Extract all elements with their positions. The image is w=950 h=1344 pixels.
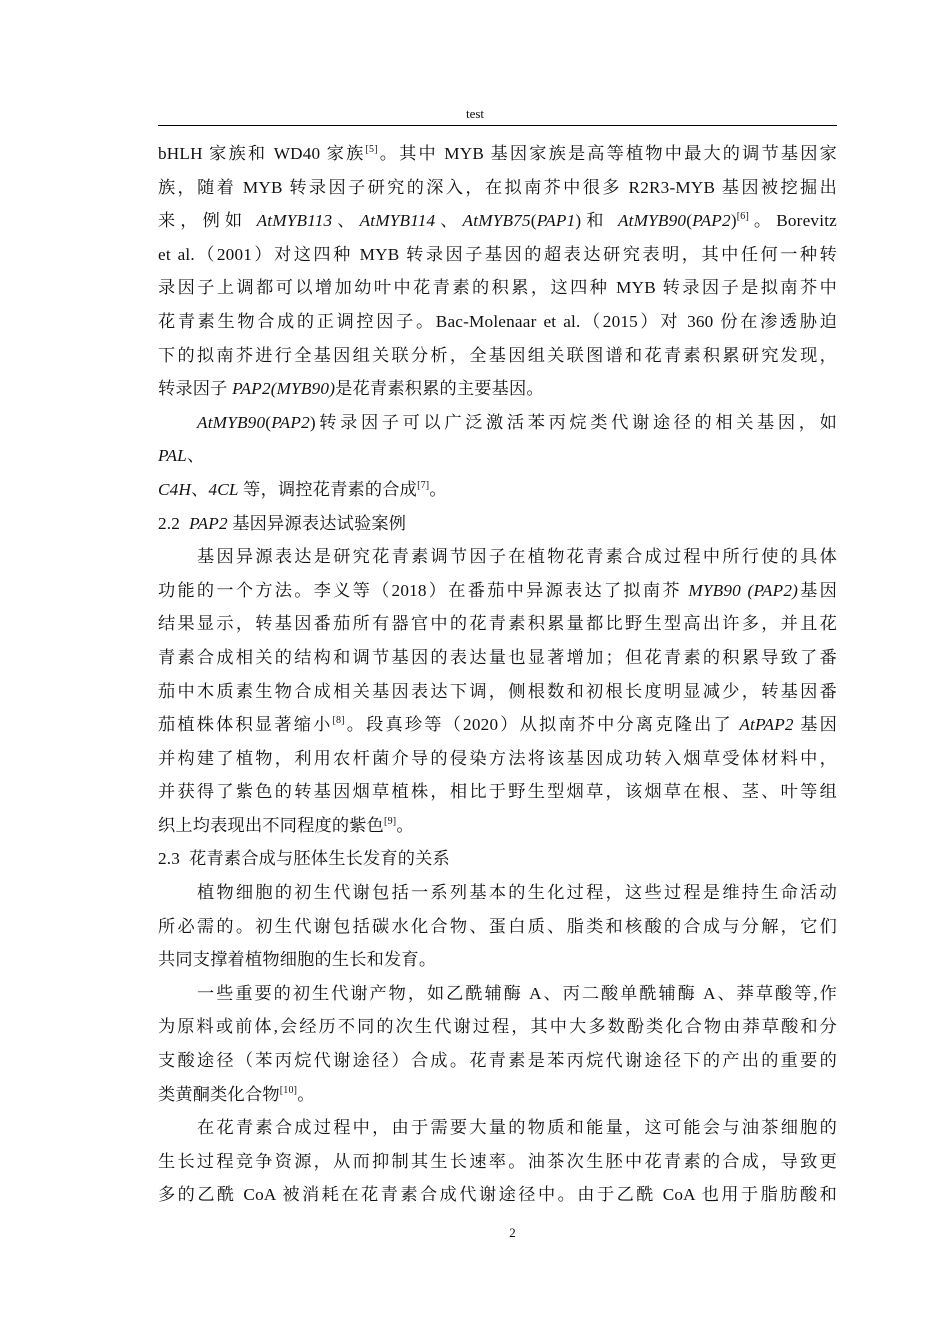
text-line: bHLH 家族和 WD40 家族[5]。其中 MYB 基因家族是高等植物中最大的调节基因家 xyxy=(158,144,837,163)
text-line: et al.（2001）对这四种 MYB 转录因子基因的超表达研究表明，其中任何一种转 xyxy=(158,244,837,264)
citation: [5] xyxy=(365,144,378,155)
header-rule xyxy=(158,125,837,126)
gene-name: PAL xyxy=(158,446,187,466)
gene-name: C4H xyxy=(158,479,192,499)
page-number: 2 xyxy=(509,1225,516,1240)
text-line: PAL、 xyxy=(158,446,205,466)
text-line: 并构建了植物，利用农杆菌介导的侵染方法将该基因成功转入烟草受体材料中， xyxy=(158,748,837,768)
text-line: 多的乙酰 CoA 被消耗在花青素合成代谢途径中。由于乙酰 CoA 也用于脂肪酸和 xyxy=(158,1185,837,1205)
gene-name: 4CL xyxy=(208,479,239,499)
text-line: 类黄酮类化合物[10]。 xyxy=(158,1084,315,1104)
text-line: 转录因子 PAP2(MYB90)是花青素积累的主要基因。 xyxy=(158,379,544,399)
text-line: 基因异源表达是研究花青素调节因子在植物花青素合成过程中所行使的具体 xyxy=(197,547,837,567)
text-line: 生长过程竞争资源，从而抑制其生长速率。油茶次生胚中花青素的合成，导致更 xyxy=(158,1151,837,1171)
gene-name: AtPAP2 xyxy=(739,715,794,735)
text-line: 共同支撑着植物细胞的生长和发育。 xyxy=(158,950,437,970)
gene-name: MYB90 (PAP2) xyxy=(688,580,799,600)
gene-name: PAP2 xyxy=(692,211,731,231)
citation: [9] xyxy=(384,815,397,827)
text-line: 族，随着 MYB 转录因子研究的深入，在拟南芥中很多 R2R3-MYB 基因被挖掘出 xyxy=(158,177,837,197)
text-line: 青素合成相关的结构和调节基因的表达量也显著增加；但花青素的积累导致了番 xyxy=(158,647,837,667)
text-line: 所必需的。初生代谢包括碳水化合物、蛋白质、脂类和核酸的合成与分解，它们 xyxy=(158,916,837,936)
gene-name: AtMYB90 xyxy=(197,412,266,432)
text-line: 茄植株体积显著缩小[8]。段真珍等（2020）从拟南芥中分离克隆出了 AtPAP2 基因 xyxy=(158,715,837,735)
gene-name: PAP2 xyxy=(271,412,310,432)
text-line: C4H、4CL 等，调控花青素的合成[7]。 xyxy=(158,479,447,499)
text-line: 结果显示，转基因番茄所有器官中的花青素积累量都比野生型高出许多，并且花 xyxy=(158,614,837,634)
text-line: 为原料或前体,会经历不同的次生代谢过程，其中大多数酚类化合物由莽草酸和分 xyxy=(158,1017,837,1037)
text-line: 一些重要的初生代谢产物，如乙酰辅酶 A、丙二酸单酰辅酶 A、莽草酸等,作 xyxy=(197,983,837,1003)
section-heading-2-2: 2.2 PAP2 基因异源表达试验案例 xyxy=(158,513,407,533)
gene-name: AtMYB114 xyxy=(359,211,436,231)
citation: [6] xyxy=(736,211,750,223)
text-line: 并获得了紫色的转基因烟草植株，相比于野生型烟草，该烟草在根、茎、叶等组 xyxy=(158,782,837,802)
text-line: AtMYB90(PAP2)转录因子可以广泛激活苯丙烷类代谢途径的相关基因，如 xyxy=(197,412,837,432)
text-line: 支酸途径（苯丙烷代谢途径）合成。花青素是苯丙烷代谢途径下的产出的重要的 xyxy=(158,1051,837,1071)
text-line: 植物细胞的初生代谢包括一系列基本的生化过程，这些过程是维持生命活动 xyxy=(197,883,837,903)
text-line: 茄中木质素生物合成相关基因表达下调，侧根数和初根长度明显减少，转基因番 xyxy=(158,681,837,701)
text-line: 功能的一个方法。李义等（2018）在番茄中异源表达了拟南芥 MYB90 (PAP2)基因 xyxy=(158,580,837,600)
gene-name: PAP1 xyxy=(536,211,576,231)
section-heading-2-3: 2.3 花青素合成与胚体生长发育的关系 xyxy=(158,849,450,869)
text-line: 录因子上调都可以增加幼叶中花青素的积累，这四种 MYB 转录因子是拟南芥中 xyxy=(158,278,837,298)
text-line: 在花青素合成过程中，由于需要大量的物质和能量，这可能会与油茶细胞的 xyxy=(197,1118,837,1138)
citation: [8] xyxy=(332,715,345,727)
gene-name: AtMYB75 xyxy=(462,211,531,231)
gene-name: AtMYB113 xyxy=(256,211,333,231)
citation: [7] xyxy=(417,479,430,491)
gene-name: PAP2 xyxy=(189,513,228,533)
text-line: 下的拟南芥进行全基因组关联分析，全基因组关联图谱和花青素积累研究发现， xyxy=(158,345,837,365)
text-line: 织上均表现出不同程度的紫色[9]。 xyxy=(158,815,414,835)
citation: [10] xyxy=(279,1084,298,1096)
gene-name: PAP2(MYB90) xyxy=(232,379,336,399)
text-line: 花青素生物合成的正调控因子。Bac-Molenaar et al.（2015）对 360 份在渗透胁迫 xyxy=(158,311,837,331)
gene-name: AtMYB90 xyxy=(617,211,687,231)
body-text xyxy=(158,137,837,1212)
text-line: 来，例如 AtMYB113、AtMYB114、AtMYB75(PAP1)和 AtMYB90(PAP2)[6]。Borevitz xyxy=(158,211,837,231)
page-header: test xyxy=(465,106,485,121)
